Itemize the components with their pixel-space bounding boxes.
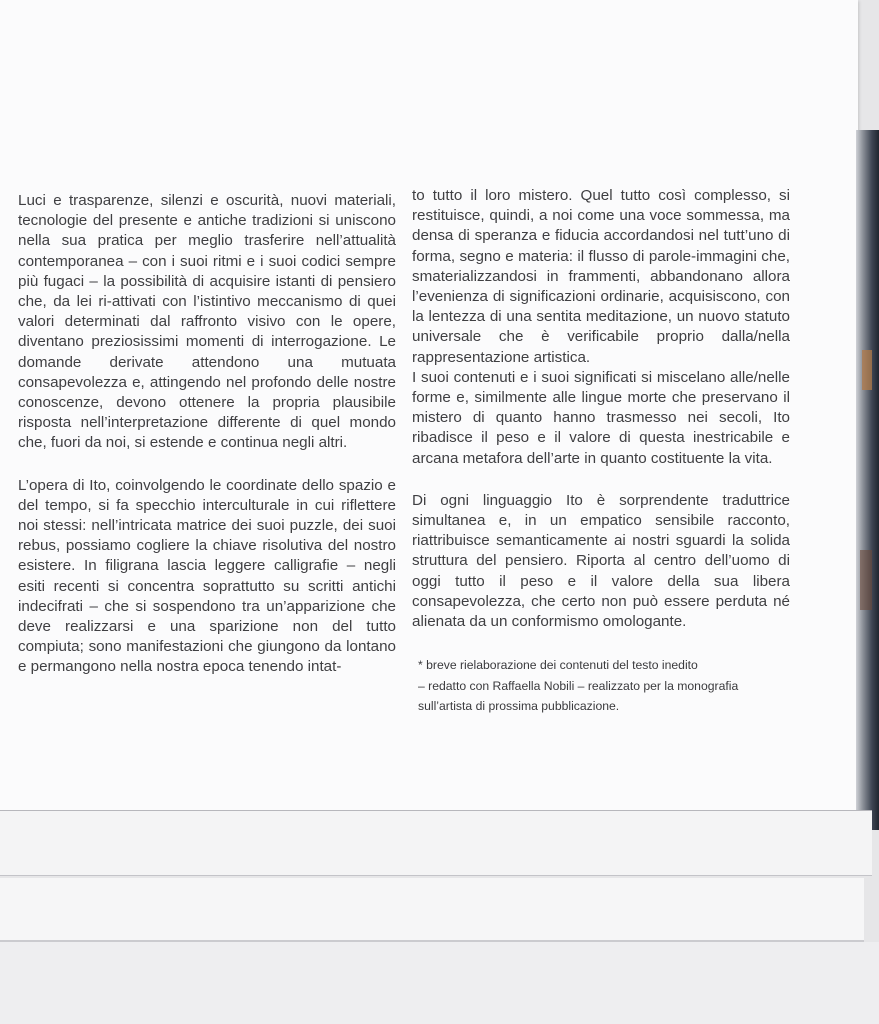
- left-text-column: [18, 191, 396, 678]
- left-paragraph-2: L’opera di Ito, coinvolgendo le coordinate dello spazio e del tempo, si fa specchio interculturale in cui riflettere noi stessi: nell’intricata matrice dei suoi puzzle, dei suoi rebus, possiamo cogliere la chiave risolutiva del nostro esistere. In filigrana lascia leggere calligrafie – negli esiti recenti si concentra soprattutto su scritti antichi indecifrati – che si sospendono tra un’apparizione che deve realizzarsi e una sparizione non del tutto compiuta; sono manifestazioni che giungono da lontano e permangono nella nostra epoca tenendo intat-: [18, 476, 396, 676]
- footnote-line-3: sull’artista di prossima pubblicazione.: [418, 699, 620, 713]
- photo-highlight: [862, 350, 872, 390]
- right-paragraph-1: to tutto il loro mistero. Quel tutto così complesso, si restituisce, quindi, a noi come una voce sommessa, ma densa di speranza e fiducia accordandosi nel tutt’uno di forma, segno e materia: il flusso di parole-immagini che, smaterializzandosi in frammenti, abbandonano allora l’evenienza di significazioni ordinarie, acquisiscono, con la lentezza di una sentita meditazione, un nuovo statuto universale che è verificabile proprio dalla/nella rappresentazione artistica.: [412, 187, 790, 366]
- right-paragraph-2: I suoi contenuti e i suoi significati si miscelano alle/nelle forme e, similmente alle lingue morte che preservano il mistero di quanto hanno trasmesso nei secoli, Ito ribadisce il peso e il valore di questa inestricabile e arcana metafora dell’arte in quanto costituente la vita.: [412, 368, 790, 467]
- footnote: [418, 655, 778, 717]
- photo-shadow: [860, 550, 872, 610]
- footnote-line-2: – redatto con Raffaella Nobili – realizzato per la monografia: [418, 678, 739, 693]
- paper-fold-top: [0, 810, 872, 876]
- adjacent-photo-edge: [856, 130, 879, 830]
- background-surface: [0, 942, 879, 1024]
- right-text-column: [412, 186, 790, 632]
- left-paragraph-1: Luci e trasparenze, silenzi e oscurità, nuovi materiali, tecnologie del presente e antiche tradizioni si uniscono nella sua pratica per meglio trasferire nell’attualità contemporanea – con i suoi ritmi e i suoi codici sempre più fugaci – la possibilità di acquisire istanti di pensiero che, da lei ri-attivati con l’istintivo meccanismo di quei valori determinati dal raffronto visivo con le opere, diventano preziosissimi momenti di interrogazione. Le domande derivate attendono una mutuata consapevolezza e, attingendo nel profondo delle nostre conoscenze, devono ottenere la propria plausibile risposta nell’interpretazione differente di quel mondo che, fuori da noi, si estende e continua negli altri.: [18, 192, 396, 452]
- footnote-line-1: * breve rielaborazione dei contenuti del testo inedito: [418, 658, 698, 672]
- paper-fold-bottom: [0, 878, 864, 942]
- right-paragraph-3: Di ogni linguaggio Ito è sorprendente traduttrice simultanea e, in un empatico sensibile racconto, riattribuisce semanticamente ai nostri sguardi la solida struttura del pensiero. Riporta al centro dell’uomo di oggi tutto il peso e il valore della sua libera consapevolezza, che certo non può essere perduta né alienata da un conformismo omologante.: [412, 491, 790, 631]
